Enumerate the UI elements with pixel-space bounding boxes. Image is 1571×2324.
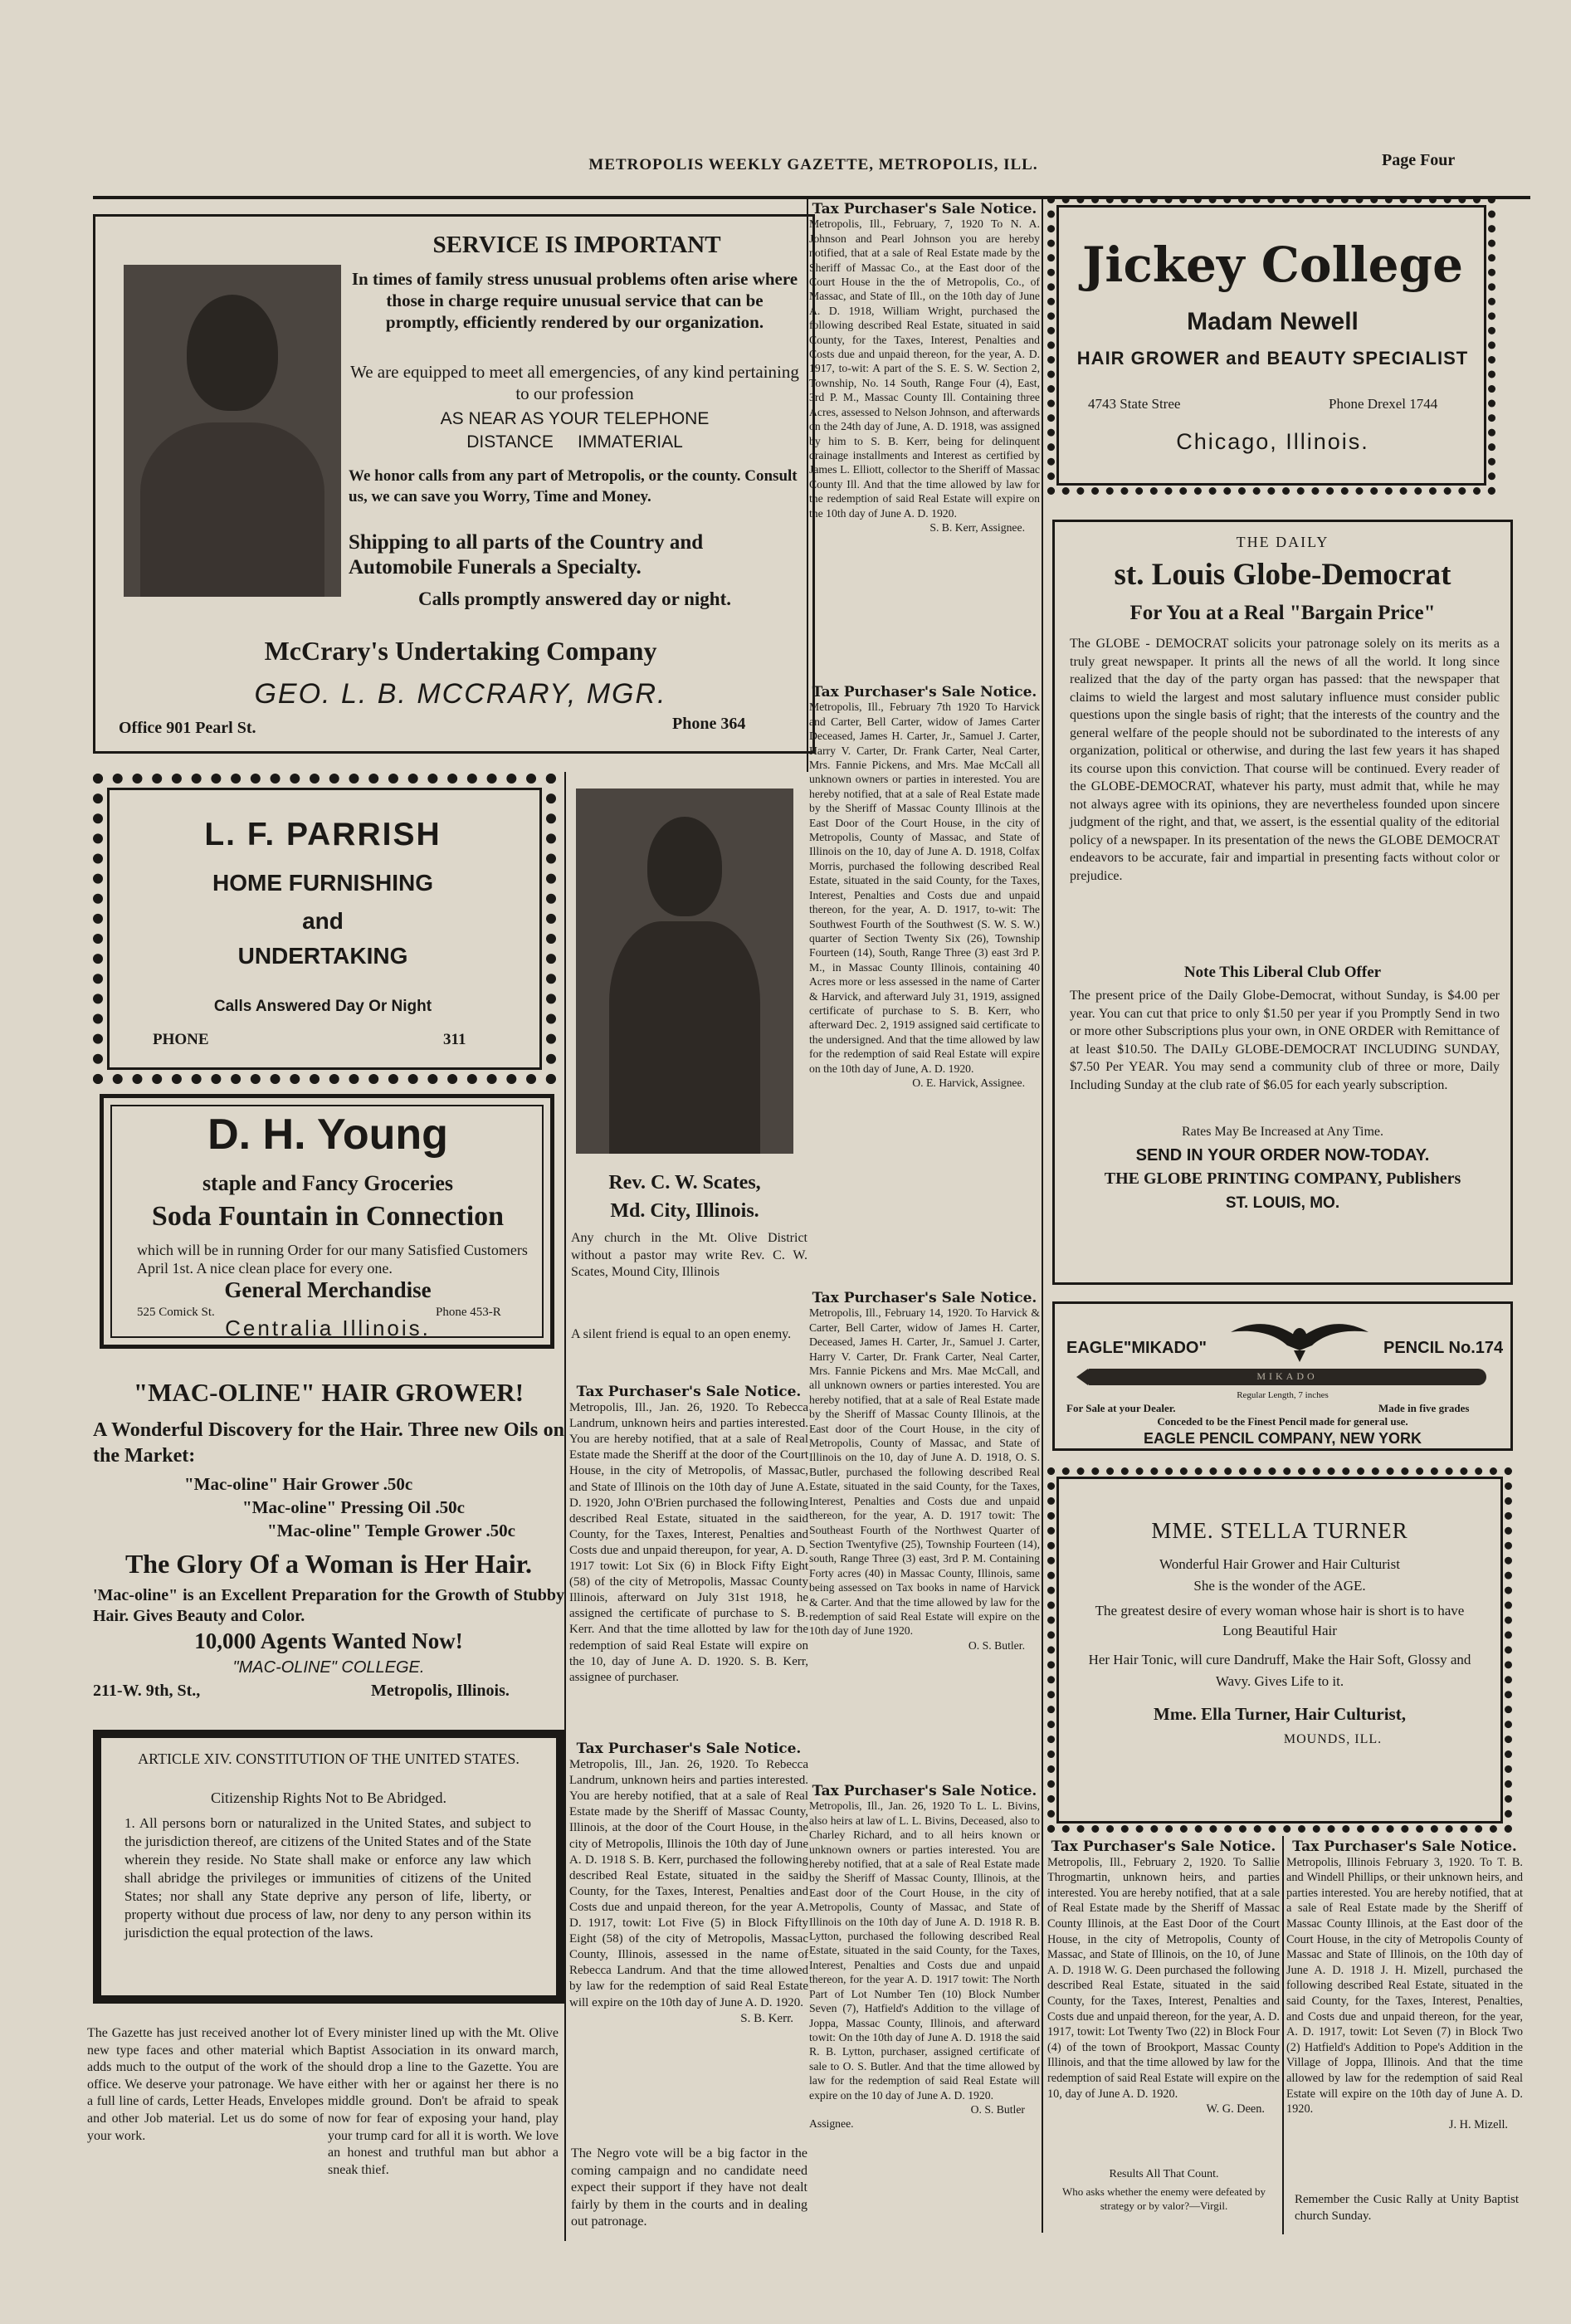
turner-line3: The greatest desire of every woman whose hair is short is to have Long Beautiful Hair [1095,1603,1465,1638]
gazette-note: The Gazette has just received another lot of new type faces and other material which adds much to the output of the work of the office. We deserve your patronage. We have a full line of cards, Letter Heads, Envelopes and other Job material. Let us do some of your work. [87,2026,324,2143]
notice-throgmartin [1047,1839,1280,2117]
pencil-image [1088,1369,1486,1385]
silent-friend: A silent friend is equal to an open enemy. [571,1327,792,1341]
pencil-stamp: MIKADO [1256,1370,1318,1382]
article-title: ARTICLE XIV. CONSTITUTION OF THE UNITED STATES. [138,1750,520,1767]
macoline-glory: The Glory Of a Woman is Her Hair. [124,1549,533,1579]
notice-heading: Tax Purchaser's Sale Notice. [1292,1838,1517,1855]
notice-heading: Tax Purchaser's Sale Notice. [576,1741,802,1757]
mccrary-p3: AS NEAR AS YOUR TELEPHONE [440,409,710,428]
eagle-pencil-ad [1052,1301,1513,1451]
column-rule-left [564,772,566,2241]
mccrary-p1: In times of family stress unusual problems often arise where those in charge require unusual service that can be promptly, efficiently rendered by our organization. [351,269,798,332]
eagle-grades: Made in five grades [1378,1402,1470,1414]
macoline-intro: A Wonderful Discovery for the Hair. Three new Oils on the Market: [93,1419,564,1467]
macoline-description: 'Mac-oline" is an Excellent Preparation for the Growth of Stubby Hair. Gives Beauty and Color. [93,1586,564,1625]
notice-body: Metropolis, Ill., Jan. 26, 1920. To Rebecca Landrum, unknown heirs and parties interested. You are hereby notified, that at a sale of Real Estate made the Sheriff at the door of the Court House, in the city of Metropolis, of Massac, and State of Illinois on the 10th day of June A. D. 1920, John O'Brien purchased the following described Real Estate, situated in the said County, for the Taxes, Interest, Penalties and Costs due and unpaid thereupon, for year, A. D. 1917 towit: Lot Six (6) in Block Fifty Eight (58) of the city of Metropolis, Massac County Illinois, afterward on July 31st 1918, he assigned the certificate of purchase to S. B. Kerr. And that the time allotted by law for the redemption of said Real Estate will expire on the 10, day of June A. D. 1920. S. B. Kerr, assignee of purchaser. [569,1401,808,1684]
macoline-college: "MAC-OLINE" COLLEGE. [232,1658,425,1677]
rally-note: Remember the Cusic Rally at Unity Baptist church Sunday. [1295,2193,1519,2223]
notice-landrum-1 [569,1384,808,1686]
jickey-name: Jickey College [1081,237,1464,293]
macoline-agents: 10,000 Agents Wanted Now! [194,1628,463,1653]
scates-body: Any church in the Mt. Olive District without a pastor may write Rev. C. W. Scates, Mound City, Illinois [571,1231,807,1280]
young-line1: staple and Fancy Groceries [202,1171,454,1195]
notice-signature: S. B. Kerr. [740,2011,793,2025]
eagle-pencil-number: PENCIL No.174 [1383,1339,1504,1357]
scates-city: Md. City, Illinois. [610,1200,759,1222]
article-xiv-box [93,1730,564,2004]
macoline-item1: "Mac-oline" Hair Grower .50c [184,1474,413,1494]
notice-body: Metropolis, Ill., February, 7, 1920 To N. A. Johnson and Pearl Johnson you are hereby notified, that at a sale of Real Estate made by the Sheriff of Massac Co., at the East door of the Court House in the the of Metropolis, Co., of Massac, and State of Ill., on the 10th day of June A. D. 1918, William Wright, purchased the following described Real Estate, situated in said County, for the Taxes, Interest, Penalties and Costs due and unpaid thereon, for the year, A. D. 1917, to-wit: A part of the S. E. S. W. Section 2, Township, No. 14 South, Range Four (4), East, 3rd P. M., Massac County Ill. Containing three Acres, assessed to Nelson Johnson, and afterwards on the 24th day of June, A. D. 1918, was assigned by him to S. B. Kerr, being for delinquent drainage installments and Interest as certified by James L. Elliott, collector to the Sheriff of Massac County Ill. And that the time allowed by law for the redemption of said Real Estate will expire on the 10th day of June A. D. 1920. [809,217,1040,520]
globe-offer: The present price of the Daily Globe-Democrat, without Sunday, is $4.00 per year. You can cut that price to only $1.50 per year if you Promptly Send in two or more other Subscriptions plus your own, in ONE ORDER with Remittance of at least $10.50. The DAILy GLOBE-DEMOCRAT INCLUDING SUNDAY, $7.50 Per YEAR. You may send a community club of three or more, Daily Including Sunday at the club rate of $6.05 for each yearly subscription. [1070,989,1500,1092]
jickey-title: HAIR GROWER and BEAUTY SPECIALIST [1076,348,1469,369]
young-ad [100,1094,554,1349]
globe-offer-title: Note This Liberal Club Offer [1183,964,1382,981]
notice-body: Metropolis, Ill., February 7th 1920 To Harvick and Carter, Bell Carter, widow of James Carter Deceased, James H. Carter, Jr., Samuel J. Carter, Harry V. Carter, Dr. Frank Carter, Neal Carter, Mrs. Fannie Pickens, and Mrs. Mae McCall all unknown owners or parties in interested. You are hereby notified, that at a sale of Real Estate made by the Sheriff of Massac County Illinois at the East Door of the Court House, in the city of Metropolis, County of Massac, and State of Illinois on the 10, day of June A. D. 1918, Colfax Morris, purchased the following described Real Estate, situated in the said County, for the Taxes, Interest, Penalties and Costs due and unpaid thereon, for the year, A. D. 1917, to-wit: The Southwest Fourth of the Southwest (S. W. S. W.) quarter of Section Twenty Six (26), Township Fourteen (14), South, Range Three (3) east 3rd P. M., in Massac County Illinois, containing 40 Acres more or less assessed in the name of Carter & Harvick, and afterward July 31, 1919, assigned certificate of purchase to S. B. Kerr, who afterward Dec. 2, 1919 assigned said certificate to the undersigned. And that the time allowed by law for the redemption of said Real Estate will expire on the 10th day of June, A. D. 1920. [809,701,1040,1075]
globe-democrat-ad [1052,520,1513,1285]
notice-body: Metropolis, Illinois February 3, 1920. To T. B. and Windell Phillips, or their unknown heirs, and parties interested. You are hereby notified, that at a sale of Real Estate made by the Sheriff of Massac County Illinois, at the East door of the Court House, in the city of Metropolis County of Massac and State of Illinois, on the 10th day of June A. D. 1918 J. H. Mizell, purchased the following described Real Estate, situated in the said County, for the Taxes, Interest, Penalties, and Costs due and unpaid thereon, for the year, A. D. 1917, towit: Lot Seven (7) in Block Two (2) Hatfield's Addition to Pope's Addition in the Village of Joppa, Illinois. And that the time allowed by law for the redemption of said Real Estate will expire on the 10th day of June A. D. 1920. [1286,1855,1523,2116]
jickey-ad [1047,196,1495,495]
globe-rates: Rates May Be Increased at Any Time. [1181,1125,1384,1139]
notice-signature: O. E. Harvick, Assignee. [912,1076,1025,1089]
negro-vote-note: The Negro vote will be a big factor in the coming campaign and no candidate need expect their support if they have not dealt fairly by them in the courts and in dealing out patronage. [571,2146,807,2229]
portrait-photo [124,265,341,597]
eagle-company: EAGLE PENCIL COMPANY, NEW YORK [1143,1430,1422,1447]
macoline-item2: "Mac-oline" Pressing Oil .50c [242,1497,465,1517]
notice-body: Metropolis, Ill., February 14, 1920. To Harvick & Carter, Bell Carter, widow of James H. Carter, Deceased, James H. Carter, Jr., Samuel J. Carter, Harry V. Carter, Dr. Frank Carter, Neal Carter, Mrs. Fannie Pickens and Mrs. Mae McCall, and all unknown owners or parties interested. You are hereby notified, that at a sale of Real Estate made by the Sheriff of Massac County Illinois, at the East door of the Court House, in the city of Metropolis, County of Massac, and State of Illinois on the 10, day of June A. D. 1918, O. S. Butler, purchased the following described Real Estate, situated in the said County, for the Taxes, Interest, Penalties and Costs due and unpaid thereon, for the year, A. D. 1917 towit: The Southeast Fourth of the Northwest Quarter of Section Twentyfive (25), Township Fourteen (14), south, Range Three (3) east, 3rd P. M. Containing Forty acres (40) in Massac County, Illinois, same being assessed on Tax books in name of Harvick & Carter. And that the time allowed by law for the redemption of said Real Estate will expire on the 10th day of June 1920. [809,1306,1040,1638]
turner-city: MOUNDS, ILL. [1283,1732,1383,1746]
jickey-city: Chicago, Illinois. [1176,429,1369,454]
results-body: Who asks whether the enemy were defeated by strategy or by valor?—Virgil. [1061,2185,1266,2212]
young-address: 525 Comick St. [137,1306,215,1319]
notice-signature: W. G. Deen. [1206,2102,1265,2116]
minister-note: Every minister lined up with the Mt. Olive Baptist Association in its onward march, should drop a line to the Gazette. You are either with her or against her there is no middle ground. Don't be afraid to speak now for fear of exposing your hand, play your trump card for all it is worth. We love an honest and truthful man but abhor a sneak thief. [328,2026,559,2177]
parrish-line2: and [302,908,344,934]
column-rule-right [1042,199,1043,2233]
parrish-line3: UNDERTAKING [237,943,408,969]
notice-landrum-2 [569,1741,808,2027]
column-rule-bottom [1282,1836,1284,2234]
notice-harvick-1 [809,686,1040,1090]
notice-harvick-2 [809,1291,1040,1653]
eagle-name: EAGLE"MIKADO" [1066,1339,1207,1357]
eagle-length: Regular Length, 7 inches [1237,1390,1329,1400]
young-city: Centralia Illinois. [225,1316,431,1340]
scates-name: Rev. C. W. Scates, [608,1172,761,1194]
notice-heading: Tax Purchaser's Sale Notice. [812,1783,1037,1799]
globe-the-daily: THE DAILY [1236,534,1329,550]
page-label: Page Four [1382,151,1456,169]
notice-heading: Tax Purchaser's Sale Notice. [812,684,1037,701]
young-body: which will be in running Order for our many Satisfied Customers April 1st. A nice clean place for every one. [137,1242,528,1277]
mccrary-headline: SERVICE IS IMPORTANT [432,232,721,258]
notice-body: Metropolis, Ill., Jan. 26, 1920 To L. L. Bivins, also heirs at law of L. L. Bivins, Deceased, also to Charley Richard, and to all heirs known or unknown owners or parties interested. You are hereby notified, that at a sale of Real Estate made by the Sheriff of Massac County, Illinois, at the East door of the Court House, in the city of Metropolis, County of Massac, and State of Illinois on the 10th day of June A. D. 1918 R. B. Lytton, purchased the following described Real Estate, situated in the said County, for the Taxes, Interest, Penalties and Costs due and unpaid thereon, for the year A. D. 1917 towit: The North Part of Lot Number Ten (10) Block Number Seven (7), Hatfield's Addition to the village of Joppa, Massac County, Illinois, and afterward towit: On the 10th day of June A. D. 1918 the said R. B. Lytton, purchaser, assigned certificate of sale to O. S. Butler. And that the time allowed by law for the redemption of said Real Estate will expire on the 10 day of June A. D. 1920. [809,1799,1040,2102]
mccrary-phone: Phone 364 [672,715,746,733]
article-subtitle: Citizenship Rights Not to Be Abridged. [211,1789,446,1806]
young-line2: Soda Fountain in Connection [151,1201,505,1232]
mccrary-ad [93,214,815,754]
mccrary-p2: We are equipped to meet all emergencies, of any kind pertaining to our profession [350,362,799,403]
notice-heading: Tax Purchaser's Sale Notice. [812,201,1037,217]
turner-line1: Wonderful Hair Grower and Hair Culturist [1159,1556,1400,1572]
notice-phillips [1286,1839,1523,2132]
macoline-ad [93,1368,564,1700]
macoline-item3: "Mac-oline" Temple Grower .50c [267,1521,515,1540]
notice-signature: S. B. Kerr, Assignee. [929,520,1025,534]
notice-signature: O. S. Butler. [968,1638,1025,1652]
eagle-sale: For Sale at your Dealer. [1066,1402,1176,1414]
parrish-name: L. F. PARRISH [204,817,442,852]
parrish-calls: Calls Answered Day Or Night [213,998,432,1015]
turner-name: MME. STELLA TURNER [1151,1518,1408,1543]
notice-heading: Tax Purchaser's Sale Notice. [576,1384,802,1400]
mccrary-p7: Calls promptly answered day or night. [418,588,731,609]
globe-body: The GLOBE - DEMOCRAT solicits your patronage solely on its merits as a truly great newspaper. It prints all the news of all the world. It long since realized that the day of the party organ has passed: that the newspaper that claims to wield the largest and most salutary influence must consider public questions upon the single basis of right; that the interests of the country and the general welfare of the people should not be subordinated to the interests of any organization, political or otherwise, and during the last few years it has shaped its course upon this conviction. That course will be continued. Every reader of the GLOBE-DEMOCRAT, whatever his party, must admit that, while he may not always agree with its opinions, they are nevertheless founded upon sincere judgment of the right, and that, we assert, is the essential quality of the editorial policy of a newspaper. In its presentation of the news the GLOBE DEMOCRAT endeavors to be accurate, fair and impartial in presenting facts without color or prejudice. [1070,637,1500,883]
turner-culturist: Mme. Ella Turner, Hair Culturist, [1154,1704,1406,1724]
eagle-conceded: Conceded to be the Finest Pencil made for general use. [1157,1415,1408,1428]
jickey-phone: Phone Drexel 1744 [1329,396,1438,412]
results-title: Results All That Count. [1109,2168,1219,2180]
mccrary-p6: Shipping to all parts of the Country and Automobile Funerals a Specialty. [349,531,704,579]
notice-heading: Tax Purchaser's Sale Notice. [1051,1838,1276,1855]
parrish-ad [93,774,556,1084]
young-phone: Phone 453-R [436,1306,501,1319]
globe-city: ST. LOUIS, MO. [1225,1194,1340,1212]
globe-tagline: For You at a Real "Bargain Price" [1129,602,1436,624]
globe-send: SEND IN YOUR ORDER NOW-TODAY. [1135,1146,1430,1164]
macoline-city: Metropolis, Illinois. [371,1682,510,1700]
parrish-phone-label: PHONE [153,1031,209,1048]
parrish-phone-number: 311 [443,1031,466,1048]
notice-body: Metropolis, Ill., February 2, 1920. To Sallie Throgmartin, unknown heirs, and parties interested. You are hereby notified, that at a sale of Real Estate made by the Sheriff of Massac County Illinois, at the East Door of the Court House, in the city of Metropolis, County of Massac, and State of Illinois, on the 10, of June A. D. 1918 W. G. Deen purchased the following described Real Estate, situated in the said County, for the Taxes, Interest, Penalties and Costs due and unpaid thereon, for the year, A. D. 1917, towit: Lot Twenty Two (22) in Block Four (4) of the town of Brookport, Massac County Illinois, and that the time allowed by law for the redemption of said Real Estate will expire on the 10, day of June A. D. 1920. [1047,1855,1280,2101]
mccrary-p5: We honor calls from any part of Metropolis, or the county. Consult us, we can save you Worry, Time and Money. [349,467,798,505]
notice-signature: O. S. Butler [970,2102,1025,2116]
globe-publisher: THE GLOBE PRINTING COMPANY, Publishers [1104,1169,1461,1188]
notice-body: Metropolis, Ill., Jan. 26, 1920. To Rebecca Landrum, unknown heirs and parties interested. You are hereby notified, that at a sale of Real Estate made by the Sheriff of Massac County, Illinois, at the door of the Court House, in the city of Metropolis, Illinois the 10th day of June A. D. 1918 S. B. Kerr, purchased the following described Real Estate, situated in the said County, for the Taxes, Interest, Penalties and Costs due and unpaid thereon, for the year A. D. 1917, towit: Lot Five (5) in Block Fifty Eight (58) of the city of Metropolis, Massac County, Illinois, assessed in the name of Rebecca Landrum. And that the time allowed by law for the redemption of said Real Estate will expire on the 10th day of June A. D. 1920. [569,1758,808,2009]
turner-line4: Her Hair Tonic, will cure Dandruff, Make the Hair Soft, Glossy and Wavy. Gives Life to it. [1088,1652,1471,1689]
notice-johnson [809,203,1040,535]
mccrary-office: Office 901 Pearl St. [119,719,256,737]
mccrary-p4: DISTANCE IMMATERIAL [466,432,683,452]
mccrary-manager: GEO. L. B. MCCRARY, MGR. [254,678,667,710]
young-name: D. H. Young [207,1111,448,1159]
jickey-person: Madam Newell [1187,308,1359,335]
parrish-line1: HOME FURNISHING [212,870,433,896]
jickey-address: 4743 State Stree [1088,396,1181,412]
globe-name: st. Louis Globe-Democrat [1114,558,1451,592]
notice-signature: J. H. Mizell. [1448,2117,1508,2131]
eagle-icon [1229,1314,1370,1364]
turner-line2: She is the wonder of the AGE. [1193,1578,1366,1594]
mccrary-company: McCrary's Undertaking Company [264,636,657,666]
macoline-address: 211-W. 9th, St., [93,1682,201,1700]
macoline-title: "MAC-OLINE" HAIR GROWER! [133,1378,524,1407]
turner-ad [1047,1467,1512,1833]
scates-photo [576,788,793,1154]
notice-signature-title: Assignee. [809,2117,854,2131]
notice-bivins [809,1784,1040,2131]
masthead-title: METROPOLIS WEEKLY GAZETTE, METROPOLIS, ILL. [588,156,1038,173]
young-merchandise: General Merchandise [224,1277,432,1302]
article-body: 1. All persons born or naturalized in the United States, and subject to the jurisdiction thereof, are citizens of the United States and of the State wherein they reside. No State shall make or enforce any law which shall abridge the privileges or immunities of citizens of the United States; nor shall any State deprive any person of life, liberty, or property without due process of law, nor deny to any person within its jurisdiction the equal protection of the laws. [124,1815,531,1941]
notice-heading: Tax Purchaser's Sale Notice. [812,1290,1037,1306]
